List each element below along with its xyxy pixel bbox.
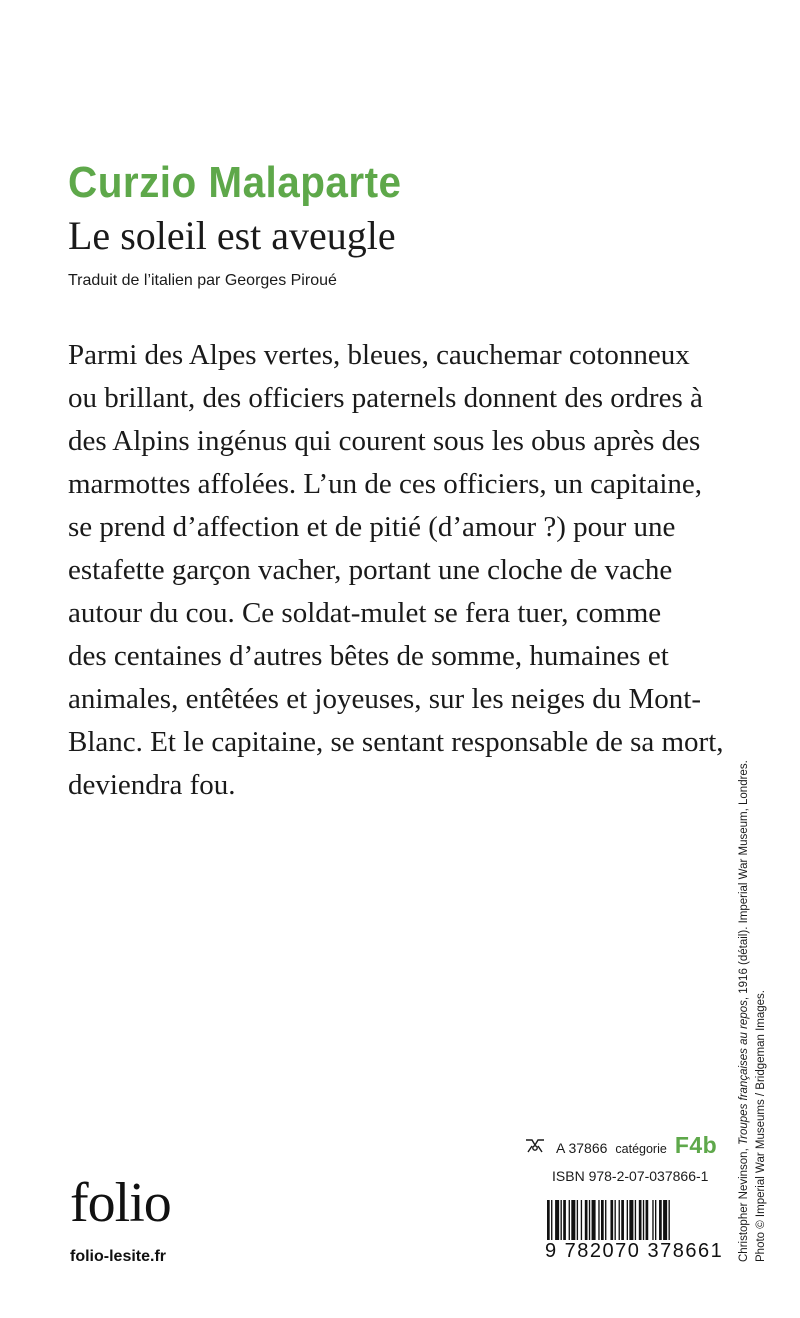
barcode-bar [610,1200,613,1240]
blurb-line: des Alpins ingénus qui courent sous les obus après des [68,425,701,457]
catalog-number: A 37866 [556,1140,608,1156]
barcode-bar [615,1200,616,1240]
cover-image-credit [736,702,776,1262]
blurb-line: animales, entêtées et joyeuses, sur les neiges du Mont- [68,683,702,715]
barcode-bar [598,1200,599,1240]
barcode-bar [569,1200,570,1240]
barcode-bar [663,1200,667,1240]
barcode-bar [585,1200,588,1240]
barcode-bar [646,1200,649,1240]
barcode-bar [563,1200,566,1240]
credit-line-1: Christopher Nevinson, Troupes françaises au repos, 1916 (détail). Imperial War Museum, Londres. [738,760,750,1262]
category-label: catégorie [615,1142,667,1156]
blurb-line: autour du cou. Ce soldat-mulet se fera tuer, comme [68,597,662,629]
barcode-bar [621,1200,624,1240]
barcode-bar [605,1200,606,1240]
folio-logo: folio [70,1172,171,1234]
book-title: Le soleil est aveugle [68,213,396,258]
blurb-line: Parmi des Alpes vertes, bleues, cauchemar cotonneux [68,339,690,371]
catalog-line [524,1132,717,1159]
barcode-bar [659,1200,662,1240]
folio-emblem-icon [524,1137,546,1155]
credit-line-2: Photo © Imperial War Museums / Bridgeman Images. [755,989,767,1262]
barcode-bar [561,1200,562,1240]
barcode-bar [652,1200,653,1240]
barcode-bar [551,1200,552,1240]
barcode [545,1200,724,1272]
blurb-line: se prend d’affection et de pitié (d’amour ?) pour une [68,511,676,543]
blurb-line: ou brillant, des officiers paternels donnent des ordres à [68,382,703,414]
author-name: Curzio Malaparte [68,158,402,207]
barcode-bar [635,1200,636,1240]
isbn: ISBN 978-2-07-037866-1 [552,1168,709,1184]
barcode-digits: 9 782070 378661 [545,1240,724,1262]
barcode-bar [571,1200,575,1240]
barcode-bar [619,1200,620,1240]
blurb-line: des centaines d’autres bêtes de somme, humaines et [68,640,669,672]
blurb-line: deviendra fou. [68,769,236,801]
blurb [68,334,724,807]
blurb-line: marmottes affolées. L’un de ces officiers, un capitaine, [68,468,703,500]
category-code: F4b [674,1132,718,1158]
barcode-bar [581,1200,582,1240]
barcode-bar [627,1200,628,1240]
blurb-line: estafette garçon vacher, portant une cloche de vache [68,554,673,586]
barcode-bar [639,1200,642,1240]
barcode-bar [547,1200,550,1240]
barcode-bar [655,1200,656,1240]
barcode-bar [669,1200,670,1240]
barcode-bar [555,1200,559,1240]
barcode-bar [589,1200,590,1240]
barcode-bar [643,1200,644,1240]
blurb-line: Blanc. Et le capitaine, se sentant responsable de sa mort, [68,726,724,758]
barcode-bar [577,1200,578,1240]
barcode-bar [592,1200,596,1240]
barcode-bar [601,1200,604,1240]
translator-credit: Traduit de l’italien par Georges Piroué [68,272,337,289]
publisher-website: folio-lesite.fr [70,1248,167,1265]
barcode-bar [629,1200,633,1240]
